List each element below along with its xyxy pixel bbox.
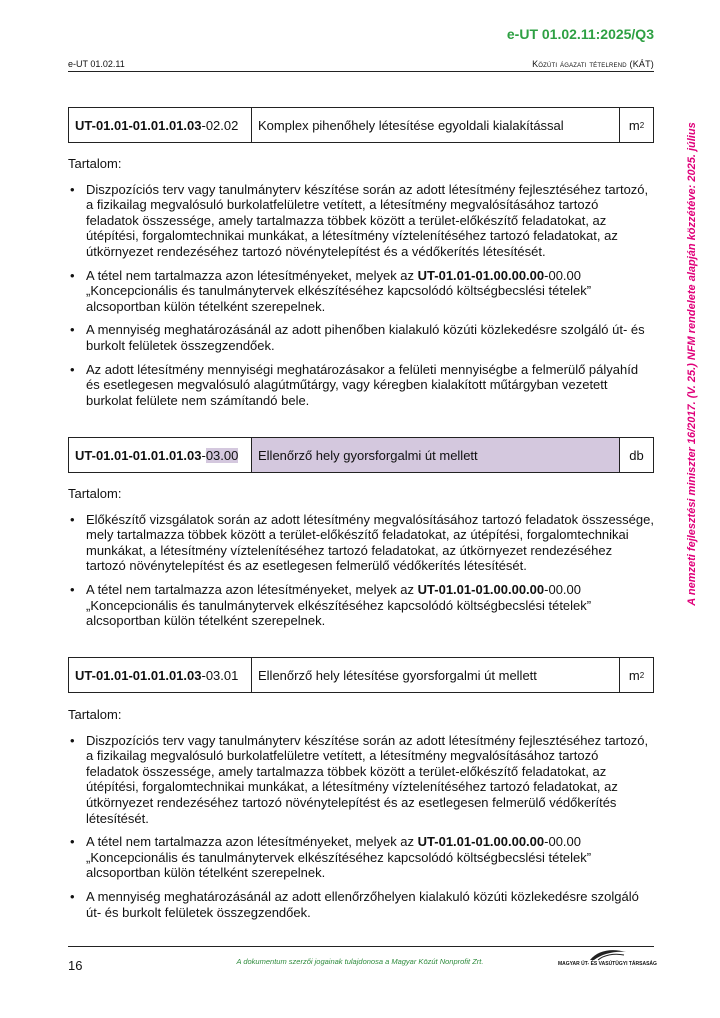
item-content-03-00: [68, 486, 654, 637]
content-list: [68, 182, 654, 409]
footer-divider: [68, 946, 654, 947]
society-logo: [558, 948, 656, 974]
list-item: • A mennyiség meghatározásánál az adott pihenőben kialakuló közúti közlekedésre szolgáló út- és burkolt felületek összegzendőek.: [68, 322, 654, 353]
list-item: • A tétel nem tartalmazza azon létesítményeket, melyek az UT-01.01-01.00.00.00-00.00 „Koncepcionális és tanulmánytervek elkészítéséhez kapcsolódó költségbecslési tételek” alcsoportban külön tételként szerepelnek.: [68, 268, 654, 315]
item-name: Ellenőrző hely gyorsforgalmi út mellett: [252, 438, 620, 472]
road-swoosh-icon: [588, 948, 628, 962]
content-label: Tartalom:: [68, 486, 122, 501]
item-name: Komplex pihenőhely létesítése egyoldali kialakítással: [252, 108, 620, 142]
item-content-03-01: [68, 707, 654, 928]
header-right-title: Közúti ágazati tételrend (KÁT): [532, 59, 654, 69]
content-list: [68, 512, 654, 629]
content-label: Tartalom:: [68, 156, 122, 171]
item-code: UT-01.01-01.01.01.03 - 03.00: [69, 438, 252, 472]
item-table-02-02: [68, 107, 654, 143]
publication-side-note: A nemzeti fejlesztési miniszter 16/2017. (V. 25.) NFM rendelete alapján közzétéve: 2025. július: [686, 122, 698, 606]
page-number: 16: [68, 958, 83, 973]
item-code: UT-01.01-01.01.01.03 -02.02: [69, 108, 252, 142]
copyright-notice: A dokumentum szerzői jogainak tulajdonosa a Magyar Közút Nonprofit Zrt.: [236, 957, 484, 966]
content-list: [68, 733, 654, 921]
item-table-03-00: [68, 437, 654, 473]
logo-text: MAGYAR ÚT- ÉS VASÚTÜGYI TÁRSASÁG: [558, 961, 657, 967]
item-unit: m 2: [628, 117, 645, 133]
item-table-03-01: [68, 657, 654, 693]
list-item: • Diszpozíciós terv vagy tanulmányterv készítése során az adott létesítmény fejlesztéséhez tartozó, a fizikailag megvalósuló burkolatfelületre vetített, a létesítmény megvalósításához tartozó feladatok összessége, amely tartalmazza többek között a terület-előkészítő feladatokat, az útépítési, forgalomtechnikai munkákat, a létesítmény víztelenítéséhez tartozó feladatokat, az útkörnyezet rendezéséhez tartozó növénytelepítést és a védőkerítés létesítését.: [68, 182, 654, 260]
header-left-code: e-UT 01.02.11: [68, 59, 125, 69]
item-unit: m 2: [628, 667, 645, 683]
item-code: UT-01.01-01.01.01.03 -03.01: [69, 658, 252, 692]
item-name: Ellenőrző hely létesítése gyorsforgalmi út mellett: [252, 658, 620, 692]
list-item: • Diszpozíciós terv vagy tanulmányterv készítése során az adott létesítmény fejlesztéséhez tartozó, a fizikailag megvalósuló burkolatfelületre vetített, a létesítmény megvalósításához tartozó feladatok összessége, amely tartalmazza többek között a terület-előkészítő feladatokat, az útépítési, forgalomtechnikai munkákat, a létesítmény víztelenítéséhez tartozó feladatokat, az útkörnyezet rendezéséhez tartozó növénytelepítést és az esetlegesen felmerülő védőkerítés létesítését.: [68, 733, 654, 827]
item-unit: db: [629, 447, 644, 463]
item-content-02-02: [68, 156, 654, 416]
list-item: • Előkészítő vizsgálatok során az adott létesítmény megvalósításához tartozó feladatok összessége, mely tartalmazza többek között a terület-előkészítő feladatokat, az útépítési, forgalomtechnikai munkákat, a létesítmény víztelenítéséhez tartozó feladatokat, az útkörnyezet rendezéséhez tartozó növénytelepítést és az esetlegesen felmerülő védőkerítés létesítését.: [68, 512, 654, 574]
list-item: • Az adott létesítmény mennyiségi meghatározásakor a felületi mennyiségbe a felmerülő pályahíd és esetlegesen megvalósuló alagútműtárgy, vagy kéregben kialakított műtárgyban vezetett burkolat felülete nem számítandó bele.: [68, 362, 654, 409]
header-divider: [68, 71, 654, 72]
content-label: Tartalom:: [68, 707, 122, 722]
list-item: • A mennyiség meghatározásánál az adott ellenőrzőhelyen kialakuló közúti közlekedésre szolgáló út- és burkolt felületek összegzendőek.: [68, 889, 654, 920]
list-item: • A tétel nem tartalmazza azon létesítményeket, melyek az UT-01.01-01.00.00.00-00.00 „Koncepcionális és tanulmánytervek elkészítéséhez kapcsolódó költségbecslési tételek” alcsoportban külön tételként szerepelnek.: [68, 582, 654, 629]
list-item: • A tétel nem tartalmazza azon létesítményeket, melyek az UT-01.01-01.00.00.00-00.00 „Koncepcionális és tanulmánytervek elkészítéséhez kapcsolódó költségbecslési tételek” alcsoportban külön tételként szerepelnek.: [68, 834, 654, 881]
document-code: e-UT 01.02.11:2025/Q3: [506, 26, 654, 42]
